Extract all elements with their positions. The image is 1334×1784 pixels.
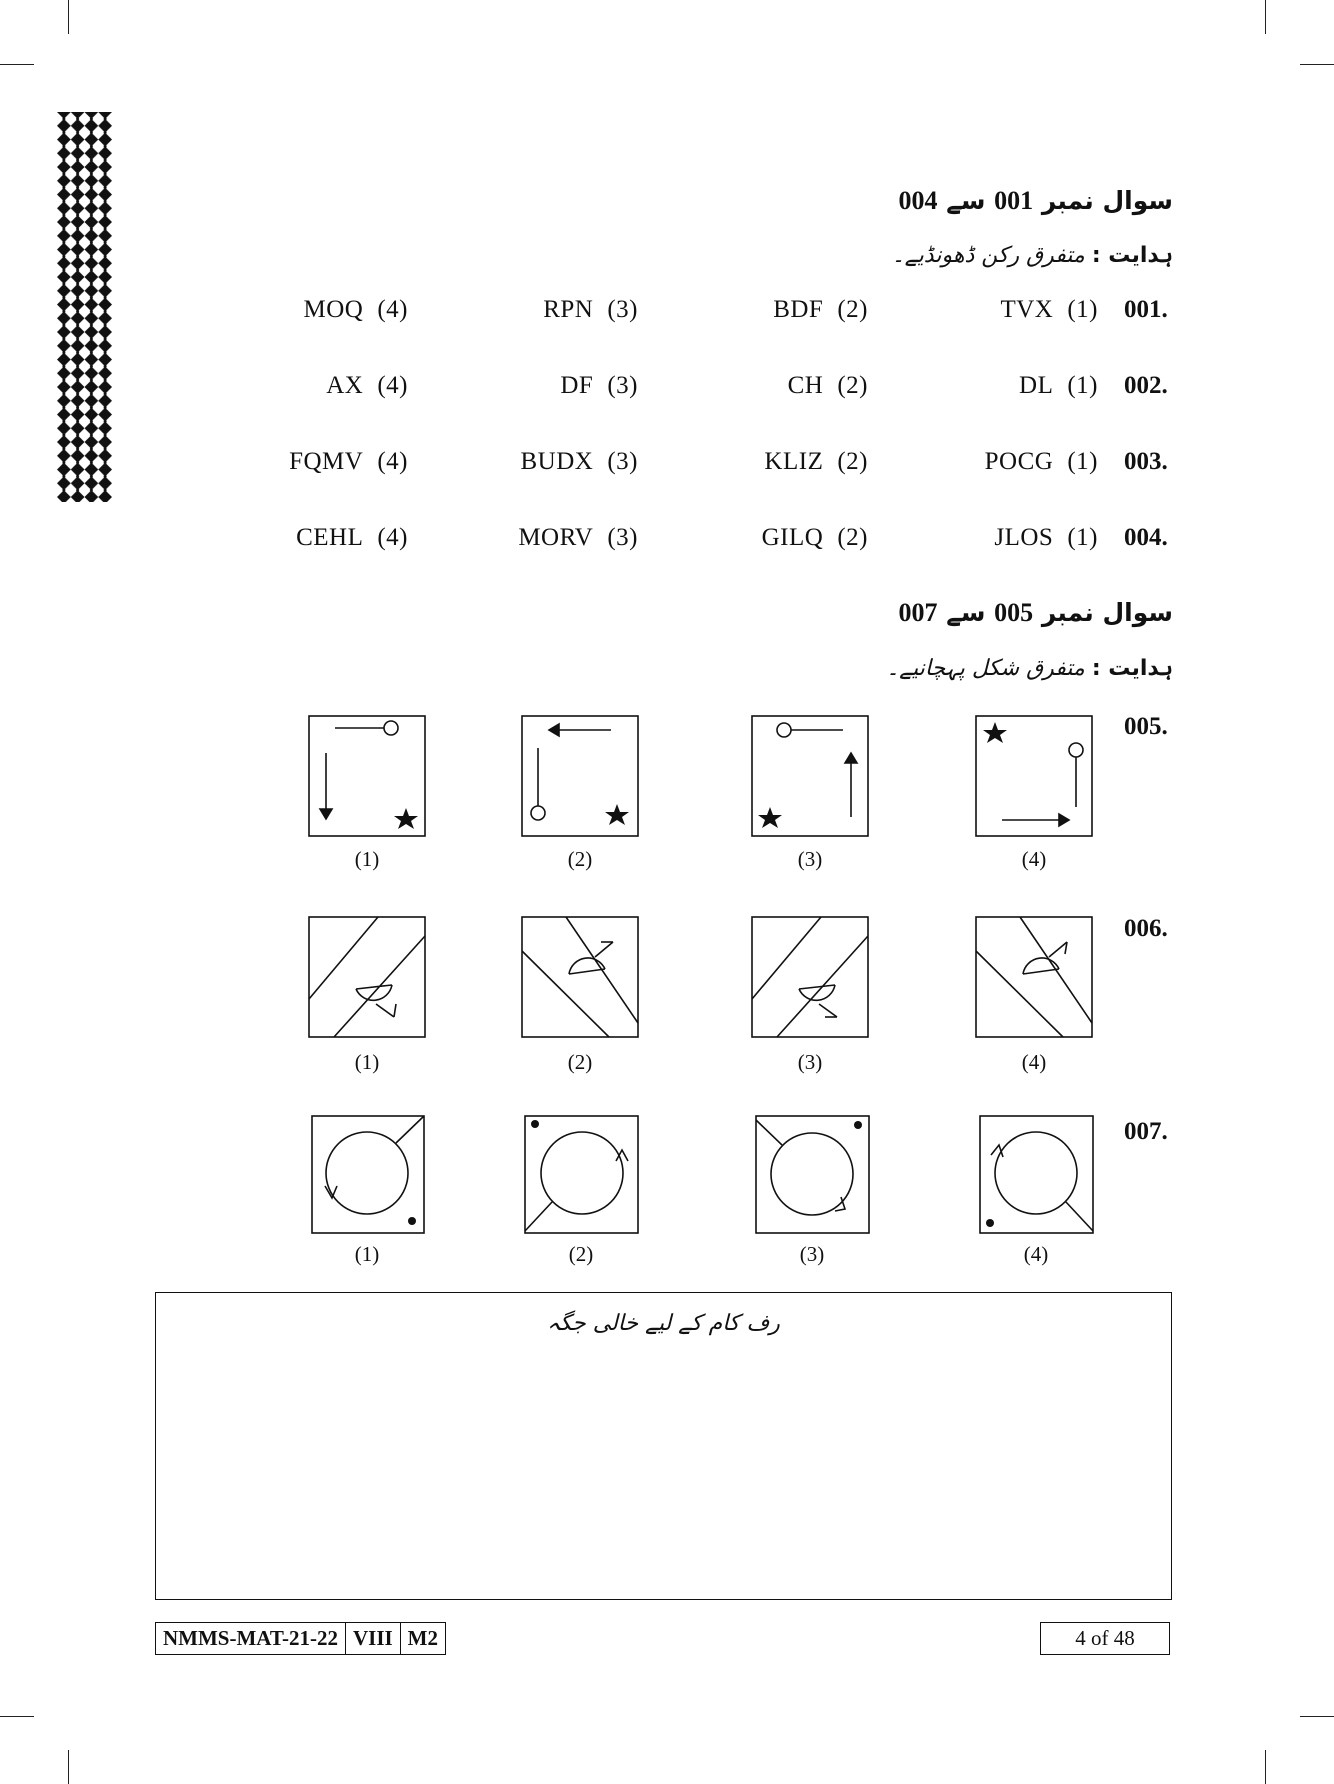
option-label: (3) <box>607 524 638 551</box>
figure-caption: (2) <box>567 1050 593 1074</box>
answer-option <box>868 372 1098 400</box>
answer-option <box>408 296 638 324</box>
figure-q005-option-3 <box>751 715 869 837</box>
option-value: MORV <box>518 524 594 551</box>
crop-mark <box>68 1750 69 1784</box>
figure-q006-option-2 <box>521 916 639 1038</box>
section2-heading: سوال نمبر 005 سے 007 <box>898 598 1173 627</box>
option-label: (4) <box>377 448 408 475</box>
option-label: (3) <box>607 372 638 399</box>
option-value: GILQ <box>761 524 824 551</box>
paper-code: NMMS-MAT-21-22 <box>156 1623 346 1654</box>
figure-caption: (2) <box>567 847 593 871</box>
figure-q007-option-1 <box>311 1115 429 1237</box>
paper-code-box <box>155 1622 446 1655</box>
answer-option <box>178 296 408 324</box>
option-label: (1) <box>1067 296 1098 323</box>
option-label: (4) <box>377 372 408 399</box>
figure-q006-option-4 <box>975 916 1093 1038</box>
figure-q006-option-1 <box>308 916 426 1038</box>
rough-work-title: رف کام کے لیے خالی جگہ <box>547 1311 780 1336</box>
option-label: (3) <box>607 448 638 475</box>
answer-option <box>178 524 408 552</box>
figure-q006-option-3 <box>751 916 869 1038</box>
option-value: POCG <box>984 448 1054 475</box>
option-value: MOQ <box>303 296 364 323</box>
option-label: (2) <box>837 296 868 323</box>
answer-option <box>178 372 408 400</box>
option-label: (4) <box>377 524 408 551</box>
option-value: DF <box>560 372 594 399</box>
option-label: (1) <box>1067 448 1098 475</box>
answer-option <box>638 448 868 476</box>
figure-caption: (1) <box>354 1242 380 1266</box>
figure-caption: (4) <box>1023 1242 1049 1266</box>
figure-q005-option-4 <box>975 715 1093 837</box>
figure-caption: (4) <box>1021 847 1047 871</box>
section1-instruction: ہدایت : متفرق رکن ڈھونڈیے۔ <box>891 243 1173 268</box>
option-label: (2) <box>837 372 868 399</box>
figure-q005-option-2 <box>521 715 639 837</box>
figure-q005-option-1 <box>308 715 426 837</box>
question-number: 001. <box>1124 296 1168 323</box>
crop-mark <box>0 1716 34 1717</box>
option-value: CH <box>787 372 824 399</box>
question-number: 003. <box>1124 448 1168 475</box>
figure-caption: (1) <box>354 847 380 871</box>
answer-option <box>408 448 638 476</box>
option-value: TVX <box>1000 296 1054 323</box>
answer-option <box>178 448 408 476</box>
figure-q007-option-3 <box>755 1115 873 1237</box>
option-value: FQMV <box>289 448 364 475</box>
question-number: 007. <box>1124 1118 1168 1145</box>
figure-caption: (3) <box>797 847 823 871</box>
answer-option <box>638 296 868 324</box>
figure-caption: (3) <box>799 1242 825 1266</box>
option-value: DL <box>1019 372 1054 399</box>
set-label: M2 <box>407 1626 438 1650</box>
question-number: 002. <box>1124 372 1168 399</box>
answer-option <box>868 524 1098 552</box>
page-number: 4 of 48 <box>1040 1622 1170 1655</box>
class-label: VIII <box>346 1623 401 1654</box>
answer-option <box>638 372 868 400</box>
crop-mark <box>1300 1716 1334 1717</box>
section1-heading: سوال نمبر 001 سے 004 <box>898 186 1173 215</box>
option-value: RPN <box>543 296 594 323</box>
figure-caption: (2) <box>568 1242 594 1266</box>
question-number: 006. <box>1124 915 1168 942</box>
answer-option <box>408 372 638 400</box>
option-label: (2) <box>837 524 868 551</box>
question-number: 005. <box>1124 713 1168 740</box>
option-value: BDF <box>773 296 824 323</box>
crop-mark <box>1300 64 1334 65</box>
crop-mark <box>1265 1750 1266 1784</box>
section2-instruction: ہدایت : متفرق شکل پہچانیے۔ <box>886 656 1173 681</box>
crop-mark <box>0 64 34 65</box>
option-value: JLOS <box>994 524 1054 551</box>
question-number: 004. <box>1124 524 1168 551</box>
figure-caption: (4) <box>1021 1050 1047 1074</box>
decorative-pattern-strip <box>57 112 112 502</box>
option-value: BUDX <box>520 448 594 475</box>
crop-mark <box>68 0 69 34</box>
figure-q007-option-2 <box>524 1115 642 1237</box>
answer-option <box>868 296 1098 324</box>
answer-option <box>638 524 868 552</box>
answer-option <box>408 524 638 552</box>
rough-work-box <box>155 1292 1172 1600</box>
option-label: (4) <box>377 296 408 323</box>
option-value: KLIZ <box>764 448 824 475</box>
crop-mark <box>1265 0 1266 34</box>
option-value: AX <box>326 372 364 399</box>
answer-option <box>868 448 1098 476</box>
figure-q007-option-4 <box>979 1115 1097 1237</box>
figure-caption: (1) <box>354 1050 380 1074</box>
option-label: (2) <box>837 448 868 475</box>
figure-caption: (3) <box>797 1050 823 1074</box>
option-value: CEHL <box>296 524 364 551</box>
option-label: (1) <box>1067 372 1098 399</box>
option-label: (3) <box>607 296 638 323</box>
option-label: (1) <box>1067 524 1098 551</box>
